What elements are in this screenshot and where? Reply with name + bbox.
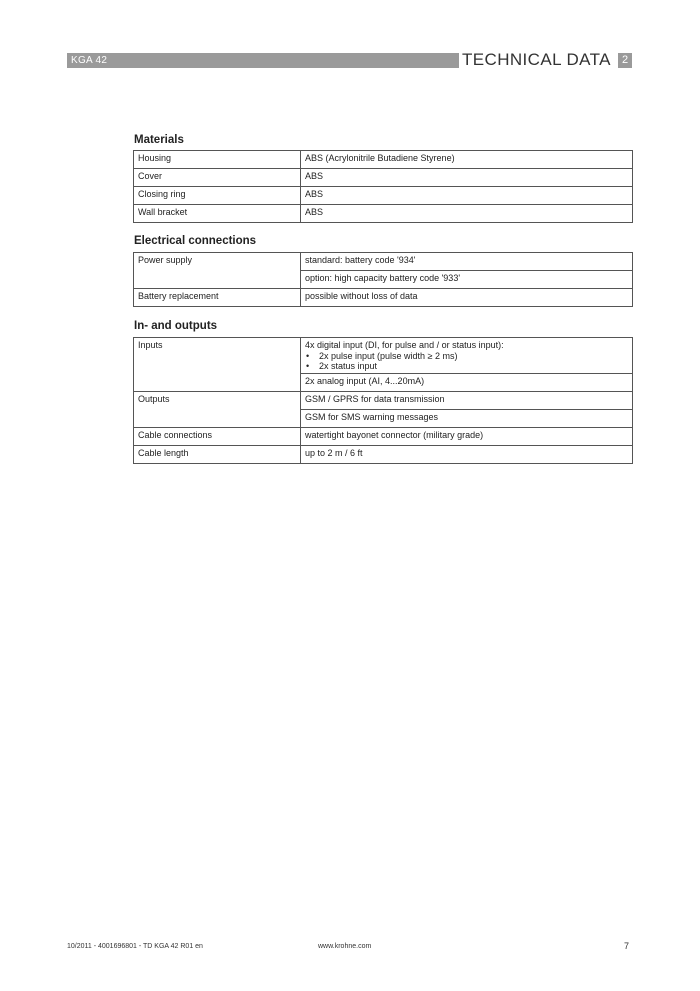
row-value: ABS	[301, 169, 633, 187]
row-value	[301, 338, 633, 374]
row-value: GSM for SMS warning messages	[301, 410, 633, 428]
table-row	[134, 446, 633, 464]
row-label: Power supply	[134, 253, 301, 289]
list-item: • 2x pulse input (pulse width ≥ 2 ms)	[319, 351, 628, 361]
row-label: Cable connections	[134, 428, 301, 446]
row-label: Cover	[134, 169, 301, 187]
table-row	[134, 169, 633, 187]
table-row	[134, 205, 633, 223]
table-row	[134, 151, 633, 169]
row-label: Inputs	[134, 338, 301, 392]
row-label: Battery replacement	[134, 289, 301, 307]
chapter-number: 2	[618, 53, 632, 68]
materials-heading: Materials	[134, 134, 184, 146]
page-number: 7	[624, 941, 630, 951]
product-model: KGA 42	[71, 55, 108, 66]
table-row	[134, 253, 633, 271]
table-row	[134, 428, 633, 446]
header-bar	[67, 53, 459, 68]
row-label: Closing ring	[134, 187, 301, 205]
table-row	[134, 187, 633, 205]
row-label: Wall bracket	[134, 205, 301, 223]
row-value: ABS (Acrylonitrile Butadiene Styrene)	[301, 151, 633, 169]
website-link[interactable]: www.krohne.com	[318, 943, 372, 950]
digital-input-text: 4x digital input (DI, for pulse and / or status input):	[305, 340, 504, 350]
chapter-title: TECHNICAL DATA	[462, 50, 611, 69]
table-row	[134, 289, 633, 307]
row-label: Outputs	[134, 392, 301, 428]
row-label: Housing	[134, 151, 301, 169]
io-heading: In- and outputs	[134, 320, 218, 332]
document-reference: 10/2011 - 4001696801 - TD KGA 42 R01 en	[67, 943, 203, 950]
table-row	[134, 338, 633, 374]
list-item: • 2x status input	[319, 361, 628, 371]
electrical-heading: Electrical connections	[134, 235, 257, 247]
input-bullet-list	[305, 351, 628, 371]
row-label: Cable length	[134, 446, 301, 464]
row-value: ABS	[301, 187, 633, 205]
row-value: up to 2 m / 6 ft	[301, 446, 633, 464]
row-value: watertight bayonet connector (military grade)	[301, 428, 633, 446]
row-value: 2x analog input (AI, 4...20mA)	[301, 374, 633, 392]
row-value: option: high capacity battery code '933'	[301, 271, 633, 289]
row-value: ABS	[301, 205, 633, 223]
row-value: GSM / GPRS for data transmission	[301, 392, 633, 410]
row-value: standard: battery code '934'	[301, 253, 633, 271]
row-value: possible without loss of data	[301, 289, 633, 307]
electrical-table	[133, 252, 633, 307]
io-table	[133, 337, 633, 464]
materials-table	[133, 150, 633, 223]
table-row	[134, 392, 633, 410]
